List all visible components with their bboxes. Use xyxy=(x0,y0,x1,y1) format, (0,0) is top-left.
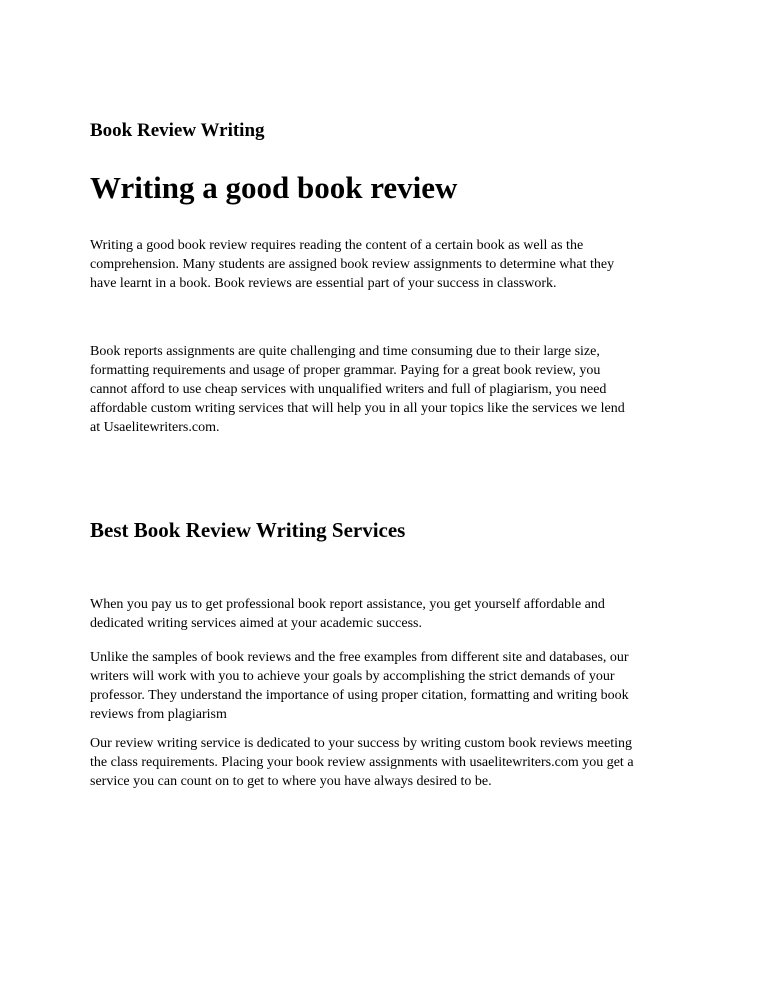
text-line: Our review writing service is dedicated to your success by writing custom book reviews meeting xyxy=(90,736,632,751)
paragraph-samples xyxy=(90,648,629,724)
text-line: cannot afford to use cheap services with unqualified writers and full of plagiarism, you need xyxy=(90,382,607,397)
text-line: professor. They understand the importance of using proper citation, formatting and writing book xyxy=(90,688,629,703)
text-line: affordable custom writing services that will help you in all your topics like the services we lend xyxy=(90,401,625,416)
text-line: formatting requirements and usage of proper grammar. Paying for a great book review, you xyxy=(90,363,601,378)
text-line: dedicated writing services aimed at your academic success. xyxy=(90,616,422,631)
text-line: comprehension. Many students are assigned book review assignments to determine what they xyxy=(90,257,615,272)
main-heading: Writing a good book review xyxy=(90,170,458,205)
text-line: at Usaelitewriters.com. xyxy=(90,420,220,435)
text-line: writers will work with you to achieve your goals by accomplishing the strict demands of your xyxy=(90,669,615,684)
text-line: reviews from plagiarism xyxy=(90,707,227,722)
paragraph-intro xyxy=(90,236,614,293)
paragraph-pay xyxy=(90,595,605,633)
document-title: Book Review Writing xyxy=(90,120,265,141)
text-line: Writing a good book review requires reading the content of a certain book as well as the xyxy=(90,238,584,253)
paragraph-book-reports xyxy=(90,342,625,437)
text-line: Unlike the samples of book reviews and the free examples from different site and databases, our xyxy=(90,650,629,665)
section-heading-services: Best Book Review Writing Services xyxy=(90,518,406,542)
paragraph-service xyxy=(90,734,634,791)
text-line: Book reports assignments are quite challenging and time consuming due to their large size, xyxy=(90,344,600,359)
text-line: the class requirements. Placing your book review assignments with usaelitewriters.com you get a xyxy=(90,755,634,770)
text-line: service you can count on to get to where you have always desired to be. xyxy=(90,774,492,789)
text-line: have learnt in a book. Book reviews are essential part of your success in classwork. xyxy=(90,276,557,291)
text-line: When you pay us to get professional book report assistance, you get yourself affordable and xyxy=(90,597,605,612)
